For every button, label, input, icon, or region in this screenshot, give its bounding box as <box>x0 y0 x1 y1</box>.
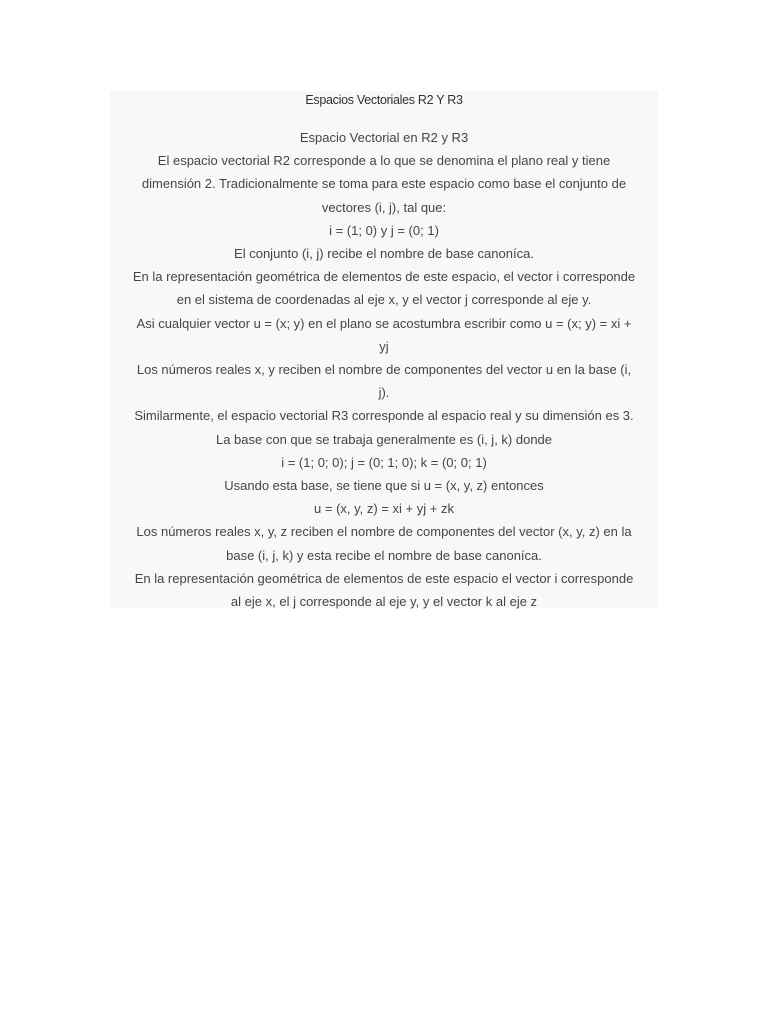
text-line: al eje x, el j corresponde al eje y, y el vector k al eje z <box>230 594 538 610</box>
text-line: El espacio vectorial R2 corresponde a lo que se denomina el plano real y tiene <box>157 153 611 169</box>
text-line: En la representación geométrica de elementos de este espacio, el vector i corresponde <box>132 269 636 285</box>
document-content <box>110 91 658 608</box>
text-line: Los números reales x, y, z reciben el nombre de componentes del vector (x, y, z) en la <box>136 524 632 540</box>
text-line: en el sistema de coordenadas al eje x, y el vector j corresponde al eje y. <box>176 292 592 308</box>
text-line: u = (x, y, z) = xi + yj + zk <box>314 501 454 517</box>
text-line: j). <box>378 385 390 401</box>
text-line: i = (1; 0; 0); j = (0; 1; 0); k = (0; 0; 1) <box>281 454 487 470</box>
text-line: Similarmente, el espacio vectorial R3 corresponde al espacio real y su dimensión es 3. <box>134 408 634 424</box>
text-line: Espacio Vectorial en R2 y R3 <box>299 130 469 145</box>
text-line: dimensión 2. Tradicionalmente se toma para este espacio como base el conjunto de <box>141 176 627 192</box>
text-line: El conjunto (i, j) recibe el nombre de base canoníca. <box>234 246 534 262</box>
text-line: En la representación geométrica de elementos de este espacio el vector i corresponde <box>134 570 634 586</box>
text-line: Usando esta base, se tiene que si u = (x, y, z) entonces <box>224 478 544 494</box>
document-title: Espacios Vectoriales R2 Y R3 <box>305 93 463 107</box>
text-line: Asi cualquier vector u = (x; y) en el plano se acostumbra escribir como u = (x; y) = xi + <box>136 315 632 331</box>
text-line: yj <box>379 338 389 354</box>
text-line: i = (1; 0) y j = (0; 1) <box>329 222 439 238</box>
text-line: base (i, j, k) y esta recibe el nombre de base canoníca. <box>226 547 542 563</box>
text-line: vectores (i, j), tal que: <box>321 199 447 215</box>
text-line: Los números reales x, y reciben el nombre de componentes del vector u en la base (i, <box>136 362 632 378</box>
text-line: La base con que se trabaja generalmente es (i, j, k) donde <box>215 431 553 447</box>
document-body <box>110 126 658 613</box>
